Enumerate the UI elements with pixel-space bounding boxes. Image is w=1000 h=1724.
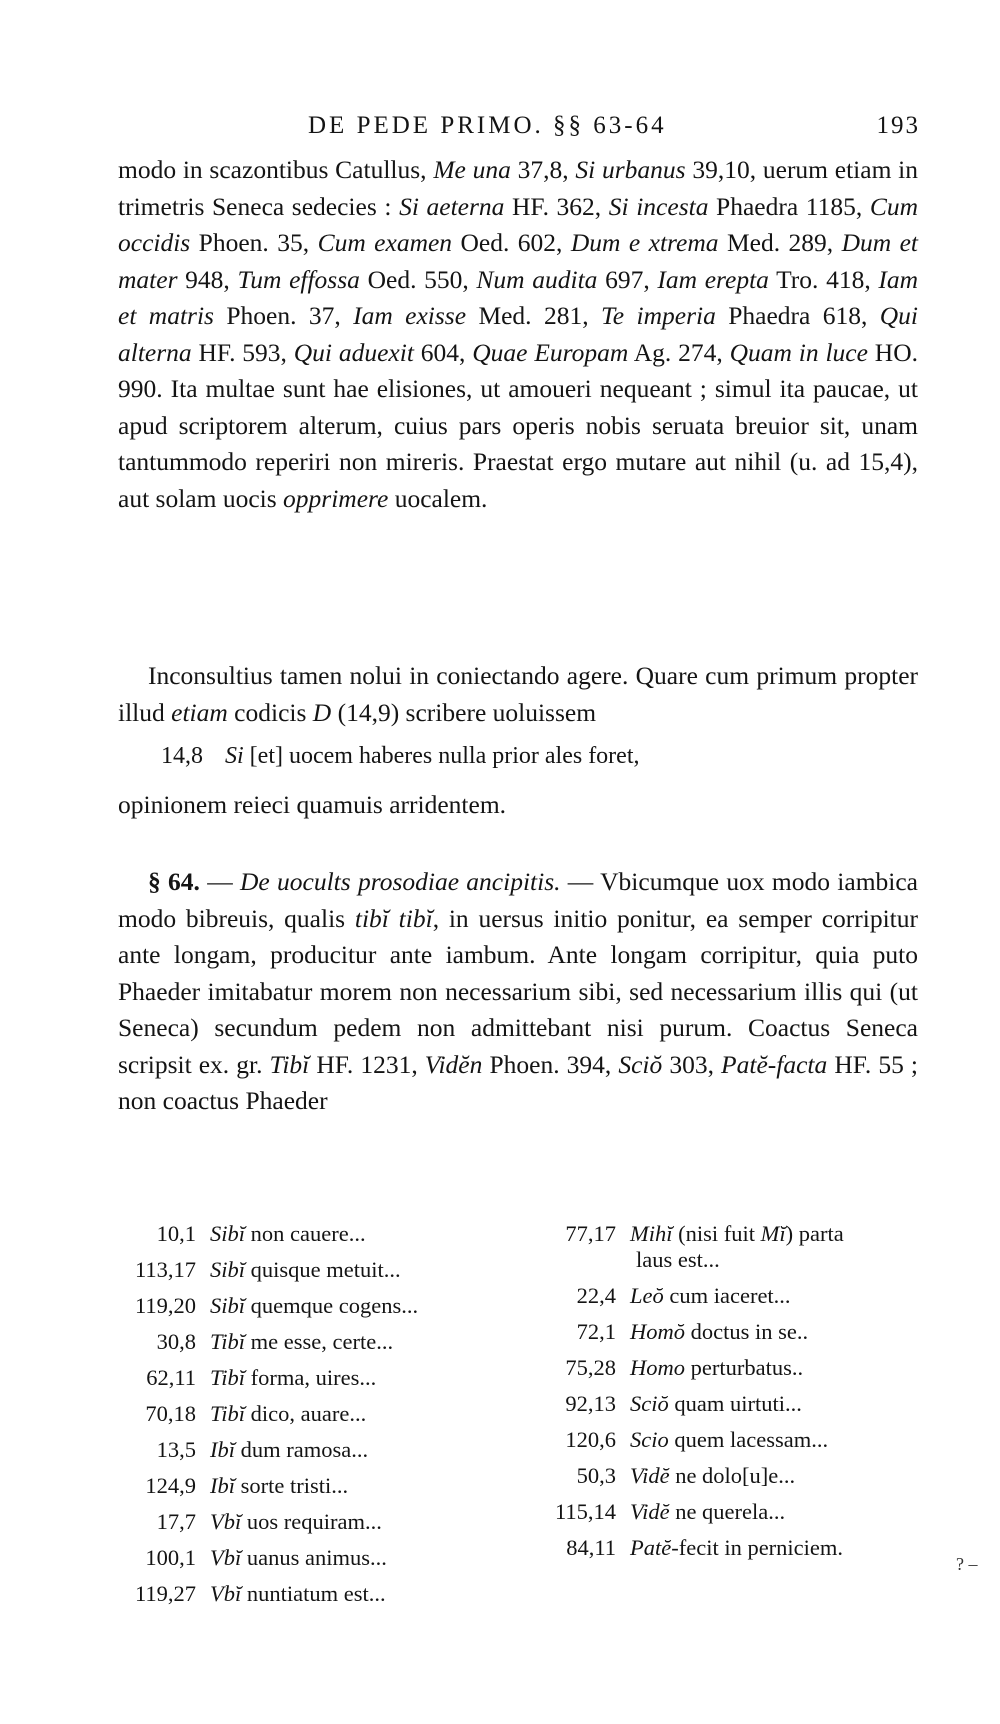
italic-text: Leŏ (630, 1283, 664, 1308)
italic-text: Sciŏ (630, 1391, 669, 1416)
text-run: Ag. 274, (628, 337, 730, 367)
text-run: codicis (227, 697, 313, 727)
italic-text: Sibĭ (210, 1221, 246, 1246)
example-reference: 17,7 (156, 1509, 196, 1534)
example-text (210, 1216, 366, 1252)
text-run: dico, auare... (245, 1401, 367, 1426)
example-reference: 120,6 (565, 1427, 616, 1452)
example-text (210, 1324, 393, 1360)
text-run: Tro. 418, (768, 264, 879, 294)
examples-right-column (538, 1216, 958, 1566)
text-run: quam uirtuti... (668, 1391, 802, 1416)
example-reference: 124,9 (145, 1473, 196, 1498)
text-run: dum ramosa... (235, 1437, 369, 1462)
italic-text: Tum effossa (237, 264, 360, 294)
text-run: uocalem. (388, 483, 488, 513)
italic-text: Patĕ-facta (721, 1049, 828, 1079)
example-row (118, 1216, 518, 1252)
italic-text: Te imperia (600, 301, 716, 330)
example-reference: 113,17 (134, 1257, 196, 1282)
example-reference: 119,20 (134, 1293, 196, 1318)
example-text (630, 1314, 808, 1350)
italic-text: etiam (171, 697, 228, 727)
example-row (118, 1252, 518, 1288)
text-run: 37,8, (510, 155, 576, 184)
example-row (118, 1540, 518, 1576)
text-run: 604, (413, 337, 473, 367)
section-number: § 64. (148, 867, 200, 896)
example-text (210, 1396, 366, 1432)
text-run: modo in scazontibus Catullus, (118, 155, 434, 184)
example-reference: 70,18 (145, 1401, 196, 1426)
italic-text: Vbĭ (210, 1509, 242, 1534)
text-run: non cauere... (245, 1221, 366, 1246)
paragraph-conjecture (118, 658, 918, 731)
italic-text: Iam erepta (657, 264, 769, 294)
paragraph-text (118, 152, 918, 517)
examples-left-column (118, 1216, 518, 1612)
example-row (118, 1576, 518, 1612)
italic-text: Dum et mater (118, 228, 919, 294)
example-reference: 77,17 (565, 1221, 616, 1246)
text-run: ) parta (785, 1221, 844, 1246)
italic-text: Patĕ (630, 1535, 672, 1560)
example-text (210, 1576, 386, 1612)
italic-text: Mihĭ (630, 1221, 673, 1246)
example-continuation: laus est... (636, 1247, 720, 1272)
example-text (210, 1504, 382, 1540)
italic-text: Iam exisse (353, 301, 467, 330)
italic-text: Cum examen (317, 228, 453, 257)
italic-text: Mĭ (760, 1221, 786, 1246)
example-text (210, 1468, 348, 1504)
example-reference: 100,1 (145, 1545, 196, 1570)
section-text (118, 864, 918, 1120)
text-run: doctus in se.. (685, 1319, 809, 1344)
example-row (118, 1324, 518, 1360)
italic-text: Vidĕ (630, 1499, 670, 1524)
italic-text: Vbĭ (210, 1581, 242, 1606)
italic-text: Me una (433, 155, 511, 184)
italic-text: Scio (630, 1427, 669, 1452)
example-row (118, 1396, 518, 1432)
text-run: Med. 289, (718, 228, 842, 257)
verse-text (225, 743, 640, 769)
verse-quotation (118, 743, 918, 770)
italic-text: Qui alterna (118, 301, 918, 367)
example-row (118, 1432, 518, 1468)
italic-text: De uocults prosodiae ancipitis. (240, 867, 561, 896)
example-reference: 10,1 (156, 1221, 196, 1246)
example-reference: 75,28 (565, 1355, 616, 1380)
running-title: DE PEDE PRIMO. §§ 63-64 (308, 112, 667, 139)
text-run: opinionem reieci quamuis arridentem. (118, 790, 507, 819)
italic-text: Homo (630, 1355, 685, 1380)
text-run: [et] uocem haberes nulla prior ales foret, (243, 743, 640, 769)
example-row (538, 1494, 958, 1530)
italic-text: Sibĭ (210, 1257, 246, 1282)
example-row (118, 1360, 518, 1396)
example-reference: 84,11 (566, 1535, 616, 1560)
text-run: Phaedra 618, (715, 301, 880, 330)
text-run: uos requiram... (241, 1509, 382, 1534)
running-header (120, 112, 920, 152)
example-row (538, 1530, 958, 1566)
example-reference: 13,5 (156, 1437, 196, 1462)
italic-text: Si incesta (608, 191, 709, 221)
italic-text: Vidĕn (424, 1049, 483, 1079)
text-run: HF. 362, (504, 191, 609, 221)
example-row (538, 1350, 958, 1386)
example-text (210, 1540, 387, 1576)
text-run: Inconsultius tamen nolui in coniectando agere. Quare cum primum propter illud (118, 661, 918, 727)
example-reference: 62,11 (146, 1365, 196, 1390)
italic-text: Vidĕ (630, 1463, 670, 1488)
section-64 (118, 864, 918, 1120)
example-text (630, 1422, 828, 1458)
text-run: perturbatus.. (685, 1355, 804, 1380)
text-run: 948, (177, 264, 238, 294)
text-run: (14,9) scribere uoluissem (331, 697, 597, 727)
example-text (210, 1432, 368, 1468)
example-text (630, 1530, 843, 1566)
text-run: quemque cogens... (245, 1293, 419, 1318)
text-run: HO. 990. Ita multae sunt hae elisiones, ut amoueri nequeant ; simul ita paucae, ut apud scriptorem alterum, cuius pars operis nobis seruata breuior sit, unam tantummodo reperiri non mireris. Praestat ergo mutare aut nihil (u. ad 15,4), aut solam uocis (118, 337, 919, 513)
italic-text: Vbĭ (210, 1545, 242, 1570)
text-run: Phoen. 37, (213, 301, 354, 330)
page-number: 193 (876, 112, 920, 139)
example-row (538, 1458, 958, 1494)
example-row (538, 1278, 958, 1314)
example-reference: 119,27 (134, 1581, 196, 1606)
text-run: nuntiatum est... (241, 1581, 386, 1606)
italic-text: Sibĭ (210, 1293, 246, 1318)
text-run: ne dolo[u]e... (669, 1463, 796, 1488)
italic-text: Si (225, 743, 244, 769)
example-reference: 30,8 (156, 1329, 196, 1354)
text-run: 303, (662, 1049, 722, 1079)
italic-text: Iam et matris (118, 264, 919, 330)
text-run: — (199, 867, 240, 896)
text-run: 39,10, uerum etiam in trimetris Seneca sedecies : (118, 155, 919, 221)
italic-text: Tibĭ (210, 1329, 246, 1354)
example-row (538, 1422, 958, 1458)
example-text (630, 1386, 802, 1422)
text-run: — Vbicumque uox modo iambica modo bibreuis, qualis (118, 867, 919, 933)
italic-text: Ibĭ (210, 1437, 235, 1462)
text-run: Phaedra 1185, (708, 191, 870, 221)
italic-text: Si aeterna (399, 191, 505, 221)
italic-text: D (312, 697, 332, 727)
text-run: Oed. 602, (452, 228, 571, 257)
text-run: Phoen. 35, (190, 228, 318, 257)
text-run: HF. 593, (191, 337, 294, 367)
example-row (118, 1468, 518, 1504)
example-text (210, 1288, 418, 1324)
italic-text: Num audita (476, 264, 598, 294)
italic-text: Ibĭ (210, 1473, 235, 1498)
text-run: 697, (597, 264, 658, 294)
text-run: forma, uires... (245, 1365, 377, 1390)
text-run: Med. 281, (466, 301, 601, 330)
verse-reference: 14,8 (161, 743, 203, 769)
text-run: sorte tristi... (235, 1473, 349, 1498)
example-text (630, 1278, 791, 1314)
italic-text: Cum occidis (118, 191, 919, 257)
example-reference: 22,4 (576, 1283, 616, 1308)
example-reference: 72,1 (576, 1319, 616, 1344)
example-text (630, 1494, 785, 1530)
example-row (538, 1386, 958, 1422)
example-text (630, 1458, 795, 1494)
paragraph-text (118, 658, 918, 731)
italic-text: tibĭ tibĭ (354, 903, 433, 933)
italic-text: Tibĭ (210, 1365, 246, 1390)
italic-text: Si urbanus (575, 155, 686, 184)
text-run: cum iaceret... (663, 1283, 791, 1308)
example-row (118, 1504, 518, 1540)
italic-text: Quam in luce (729, 337, 868, 367)
paragraph-conclusion (118, 787, 918, 824)
example-row (118, 1288, 518, 1324)
example-row (538, 1314, 958, 1350)
text-run: (nisi fuit (672, 1221, 761, 1246)
text-run: ne querela... (669, 1499, 786, 1524)
text-run: uanus animus... (241, 1545, 387, 1570)
text-run: Phoen. 394, (482, 1049, 619, 1079)
italic-text: Dum e xtrema (570, 228, 719, 257)
example-reference: 92,13 (565, 1391, 616, 1416)
example-text (630, 1350, 803, 1386)
italic-text: Tibĭ (269, 1049, 310, 1079)
example-text (210, 1360, 376, 1396)
text-run: -fecit in perniciem. (671, 1535, 844, 1560)
text-run: HF. 55 ; non coactus Phaeder (118, 1049, 919, 1115)
text-run: , in uersus initio ponitur, ea semper corripitur ante longam, producitur ante iambum. Ante longam corripitur, quia puto Phaeder imitabatur morem non necessarium sibi, sed necessarium illis qui (ut Seneca) secundum pedem non admittebant nisi purum. Coactus Seneca scripsit ex. gr. (118, 903, 918, 1079)
text-run: me esse, certe... (245, 1329, 394, 1354)
italic-text: Quae Europam (472, 337, 629, 367)
italic-text: Qui aduexit (293, 337, 414, 367)
italic-text: Homŏ (630, 1319, 685, 1344)
paragraph-scazons (118, 152, 918, 517)
italic-text: Sciŏ (618, 1049, 663, 1079)
paragraph-text (118, 787, 918, 824)
example-reference: 50,3 (576, 1463, 616, 1488)
example-reference: 115,14 (554, 1499, 616, 1524)
margin-mark: ? – (956, 1554, 978, 1574)
text-run: quisque metuit... (245, 1257, 401, 1282)
example-text (210, 1252, 401, 1288)
text-run: quem lacessam... (668, 1427, 829, 1452)
text-run: HF. 1231, (309, 1049, 425, 1079)
italic-text: Tibĭ (210, 1401, 246, 1426)
italic-text: opprimere (283, 483, 389, 513)
text-run: Oed. 550, (359, 264, 477, 294)
